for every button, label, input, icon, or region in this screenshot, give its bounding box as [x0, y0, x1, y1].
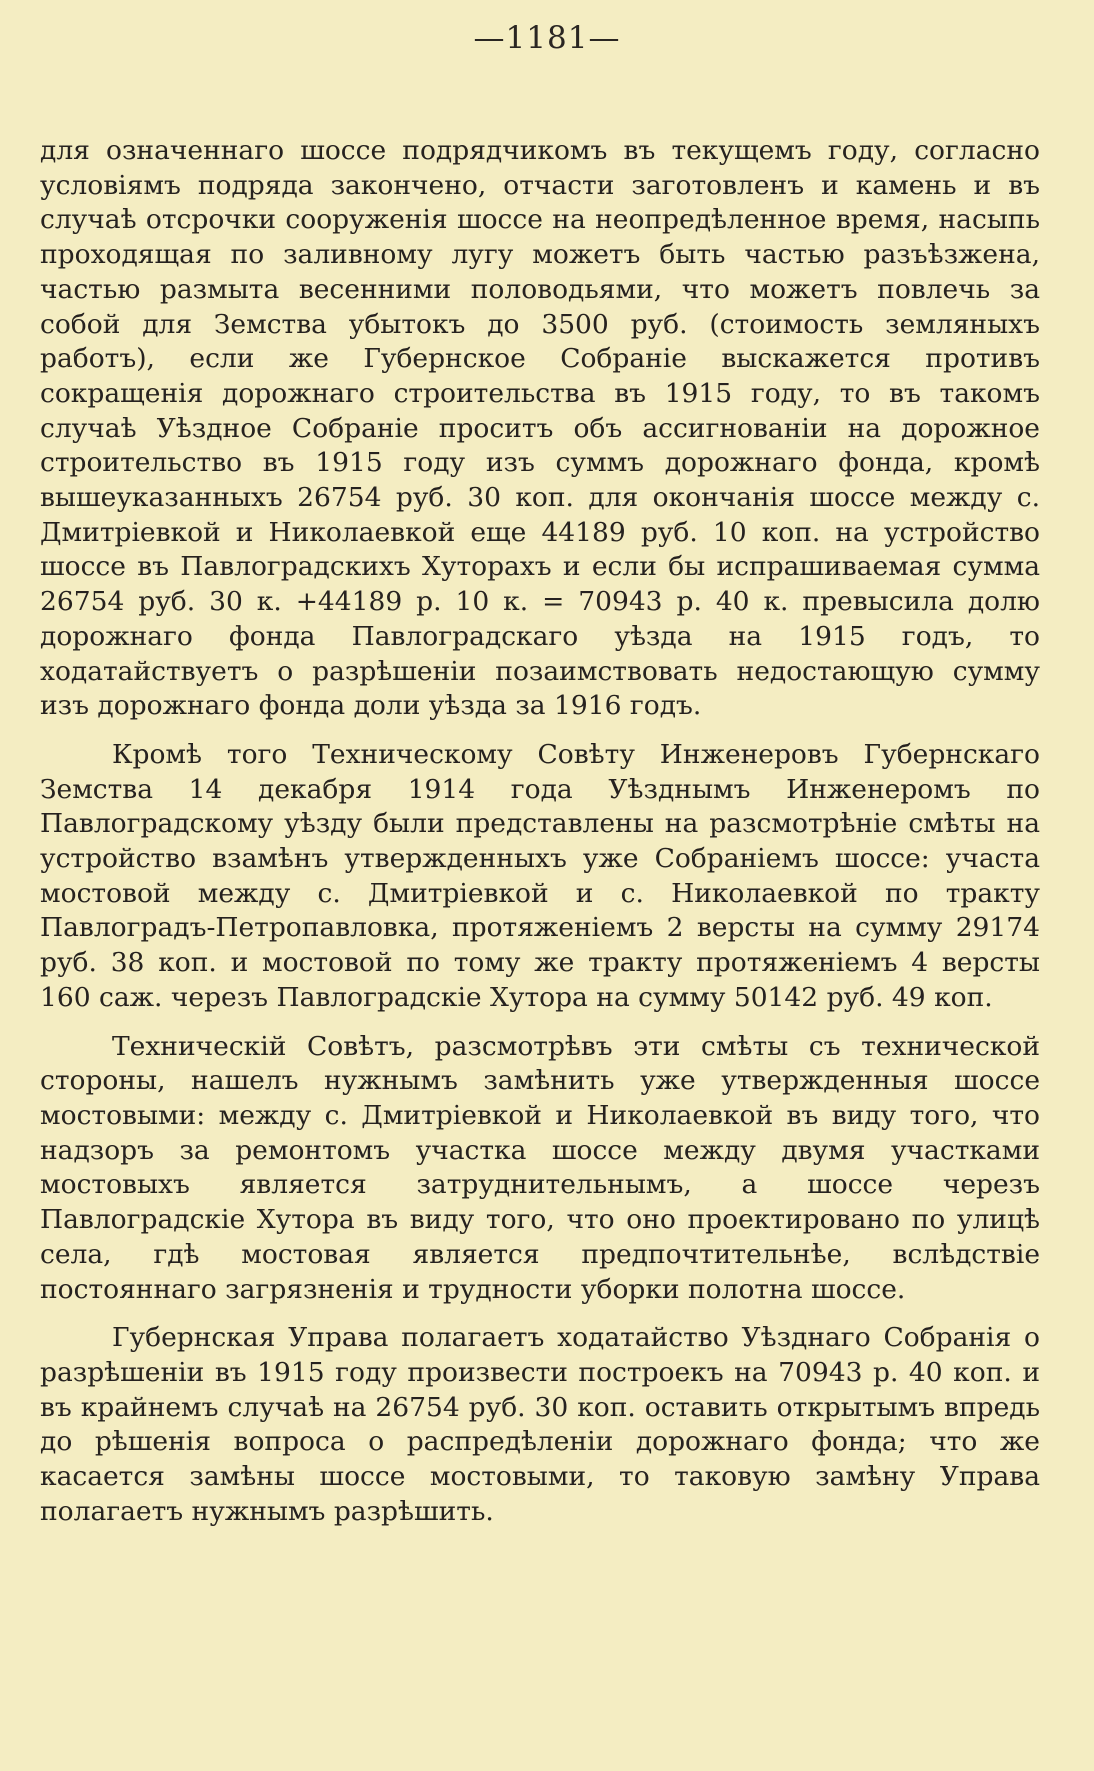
- paragraph-4: Губернская Управа полагаетъ ходатайство Уѣзднаго Собранія о разрѣшеніи въ 1915 году произвести построекъ на 70943 р. 40 коп. и въ крайнемъ случаѣ на 26754 руб. 30 коп. оставить открытымъ впредь до рѣшенія вопроса о распредѣленіи дорожнаго фонда; что же касается замѣны шоссе мостовыми, то таковую замѣну Управа полагаетъ нужнымъ разрѣшить.: [40, 1322, 1040, 1527]
- paragraph-2: Кромѣ того Техническому Совѣту Инженеровъ Губернскаго Земства 14 декабря 1914 года Уѣзднымъ Инженеромъ по Павлоградскому уѣзду были представлены на разсмотрѣніе смѣты на устройство взамѣнъ утвержденныхъ уже Собраніемъ шоссе: участа мостовой между с. Дмитріевкой и с. Николаевкой по тракту Павлоградъ-Петропавловка, протяженіемъ 2 версты на сумму 29174 руб. 38 коп. и мостовой по тому же тракту протяженіемъ 4 версты 160 саж. черезъ Павлоградскіе Хутора на сумму 50142 руб. 49 коп.: [40, 738, 1040, 1013]
- body-text: [40, 134, 1040, 1543]
- page-number: —1181—: [473, 20, 621, 56]
- paragraph-1: для означеннаго шоссе подрядчикомъ въ текущемъ году, согласно условіямъ подряда закончено, отчасти заготовленъ и камень и въ случаѣ отсрочки сооруженія шоссе на неопредѣленное время, насыпь проходящая по заливному лугу можетъ быть частью разъѣзжена, частью размыта весенними половодьями, что можетъ повлечь за собой для Земства убытокъ до 3500 руб. (стоимость земляныхъ работъ), если же Губернское Собраніе выскажется противъ сокращенія дорожнаго строительства въ 1915 году, то въ такомъ случаѣ Уѣздное Собраніе проситъ объ ассигнованіи на дорожное строительство въ 1915 году изъ суммъ дорожнаго фонда, кромѣ вышеуказанныхъ 26754 руб. 30 коп. для окончанія шоссе между с. Дмитріевкой и Николаевкой еще 44189 руб. 10 коп. на устройство шоссе въ Павлоградскихъ Хуторахъ и если бы испрашиваемая сумма 26754 руб. 30 к. +44189 р. 10 к. = 70943 р. 40 к. превысила долю дорожнаго фонда Павлоградскаго уѣзда на 1915 годъ, то ходатайствуетъ о разрѣшеніи позаимствовать недостающую сумму изъ дорожнаго фонда доли уѣзда за 1916 годъ.: [40, 135, 1040, 722]
- paragraph-3: Техническій Совѣтъ, разсмотрѣвъ эти смѣты съ технической стороны, нашелъ нужнымъ замѣнить уже утвержденныя шоссе мостовыми: между с. Дмитріевкой и Николаевкой въ виду того, что надзоръ за ремонтомъ участка шоссе между двумя участками мостовыхъ является затруднительнымъ, а шоссе черезъ Павлоградскіе Хутора въ виду того, что оно проектировано по улицѣ села, гдѣ мостовая является предпочтительнѣе, вслѣдствіе постояннаго загрязненія и трудности уборки полотна шоссе.: [40, 1030, 1040, 1305]
